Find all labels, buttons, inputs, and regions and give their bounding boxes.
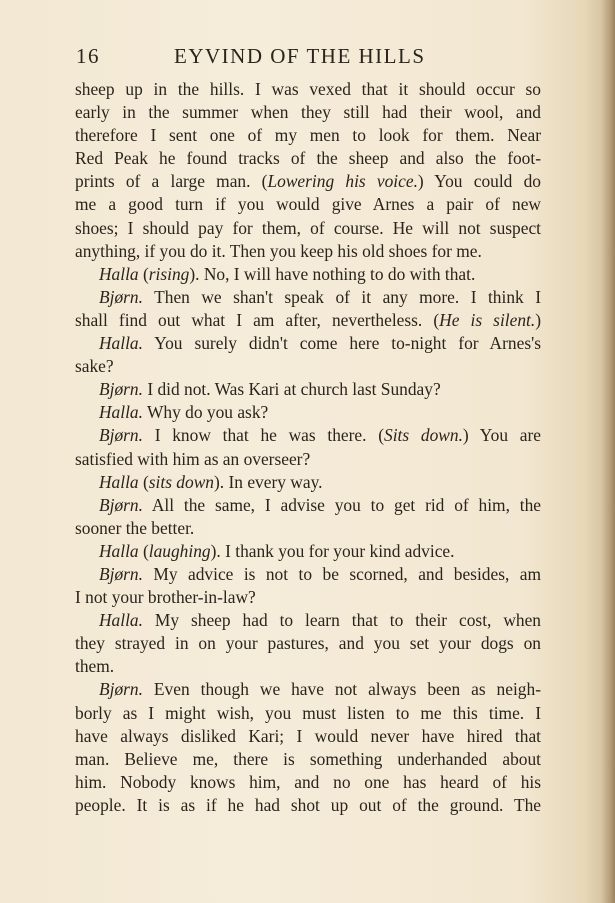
text-segment: sake?	[75, 356, 114, 377]
italic-text: Bjørn.	[99, 286, 143, 307]
text-segment: have always disliked Kari; I would never have hired that	[75, 725, 541, 746]
text-segment: ). In every way.	[214, 471, 323, 492]
text-line	[75, 332, 541, 355]
text-line	[75, 563, 541, 586]
text-line	[75, 217, 541, 240]
text-segment: ) You could do	[417, 171, 541, 192]
text-line	[75, 794, 541, 817]
text-line	[75, 771, 541, 794]
page-number: 16	[76, 44, 100, 68]
text-segment: them.	[75, 656, 115, 677]
text-segment: man. Believe me, there is something underhanded about	[75, 748, 541, 769]
italic-text: Halla.	[99, 610, 143, 631]
text-line	[75, 494, 541, 517]
italic-text: Halla	[99, 471, 139, 492]
text-line	[75, 193, 541, 216]
text-segment: him. Nobody knows him, and no one has heard of his	[75, 771, 541, 792]
text-segment: borly as I might wish, you must listen to me this time. I	[75, 702, 541, 723]
page-edge-shadow	[601, 0, 615, 903]
italic-text: Halla	[99, 540, 139, 561]
text-line	[75, 309, 541, 332]
text-segment: sooner the better.	[75, 517, 195, 538]
text-segment: My sheep had to learn that to their cost, when	[142, 610, 541, 631]
text-line	[75, 586, 541, 609]
text-segment: satisfied with him as an overseer?	[75, 448, 311, 469]
text-segment: Then we shan't speak of it any more. I think I	[142, 286, 541, 307]
italic-text: Halla	[99, 263, 139, 284]
text-segment: My advice is not to be scorned, and besides, am	[142, 563, 541, 584]
text-line	[75, 424, 541, 447]
text-segment: shall find out what I am after, nevertheless. (	[75, 309, 440, 330]
body-text	[75, 78, 541, 817]
text-segment: me a good turn if you would give Arnes a pair of new	[75, 194, 541, 215]
text-line	[75, 355, 541, 378]
text-segment: prints of a large man. (	[75, 171, 268, 192]
text-line	[75, 632, 541, 655]
running-title: EYVIND OF THE HILLS	[174, 44, 426, 68]
text-segment: shoes; I should pay for them, of course. He will not suspect	[75, 217, 541, 238]
text-line	[75, 240, 541, 263]
italic-text: laughing	[148, 540, 211, 561]
text-line	[75, 263, 541, 286]
italic-text: He is silent.	[439, 309, 536, 330]
text-line	[75, 609, 541, 632]
text-line	[75, 517, 541, 540]
text-line	[75, 78, 541, 101]
text-line	[75, 678, 541, 701]
italic-text: Halla.	[99, 333, 143, 354]
text-line	[75, 540, 541, 563]
text-segment: Why do you ask?	[142, 402, 269, 423]
text-line	[75, 655, 541, 678]
text-segment: Red Peak he found tracks of the sheep and also the foot-	[75, 148, 541, 169]
text-line	[75, 101, 541, 124]
text-segment: (	[138, 540, 149, 561]
text-line	[75, 147, 541, 170]
text-segment: early in the summer when they still had their wool, and	[75, 102, 541, 123]
text-segment: ) You are	[462, 425, 541, 446]
text-segment: You surely didn't come here to-night for Arnes's	[142, 333, 541, 354]
text-segment: Even though we have not always been as neigh-	[142, 679, 541, 700]
text-line	[75, 170, 541, 193]
italic-text: Bjørn.	[99, 379, 143, 400]
text-segment: I not your brother-in-law?	[75, 587, 256, 608]
italic-text: Halla.	[99, 402, 143, 423]
text-segment: people. It is as if he had shot up out of the ground. The	[75, 794, 541, 815]
text-segment: (	[138, 263, 149, 284]
text-segment: therefore I sent one of my men to look for them. Near	[75, 125, 541, 146]
text-segment: they strayed in on your pastures, and you set your dogs on	[75, 633, 541, 654]
text-segment: I know that he was there. (	[142, 425, 385, 446]
text-segment: I did not. Was Kari at church last Sunday?	[142, 379, 441, 400]
text-segment: sheep up in the hills. I was vexed that it should occur so	[75, 79, 541, 99]
italic-text: Bjørn.	[99, 494, 143, 515]
italic-text: sits down	[148, 471, 214, 492]
text-line	[75, 448, 541, 471]
text-line	[75, 378, 541, 401]
text-line	[75, 286, 541, 309]
text-line	[75, 725, 541, 748]
page-header	[76, 44, 542, 70]
text-segment: ). No, I will have nothing to do with that.	[189, 263, 476, 284]
text-line	[75, 401, 541, 424]
text-line	[75, 702, 541, 725]
text-line	[75, 748, 541, 771]
italic-text: Bjørn.	[99, 679, 143, 700]
text-line	[75, 124, 541, 147]
text-segment: (	[138, 471, 149, 492]
italic-text: Bjørn.	[99, 563, 143, 584]
italic-text: Lowering his voice.	[267, 171, 418, 192]
italic-text: Bjørn.	[99, 425, 143, 446]
italic-text: rising	[148, 263, 190, 284]
text-segment: All the same, I advise you to get rid of him, the	[142, 494, 541, 515]
text-segment: ). I thank you for your kind advice.	[210, 540, 455, 561]
text-segment: anything, if you do it. Then you keep his old shoes for me.	[75, 240, 482, 261]
italic-text: Sits down.	[384, 425, 463, 446]
text-segment: )	[535, 309, 541, 330]
text-line	[75, 471, 541, 494]
